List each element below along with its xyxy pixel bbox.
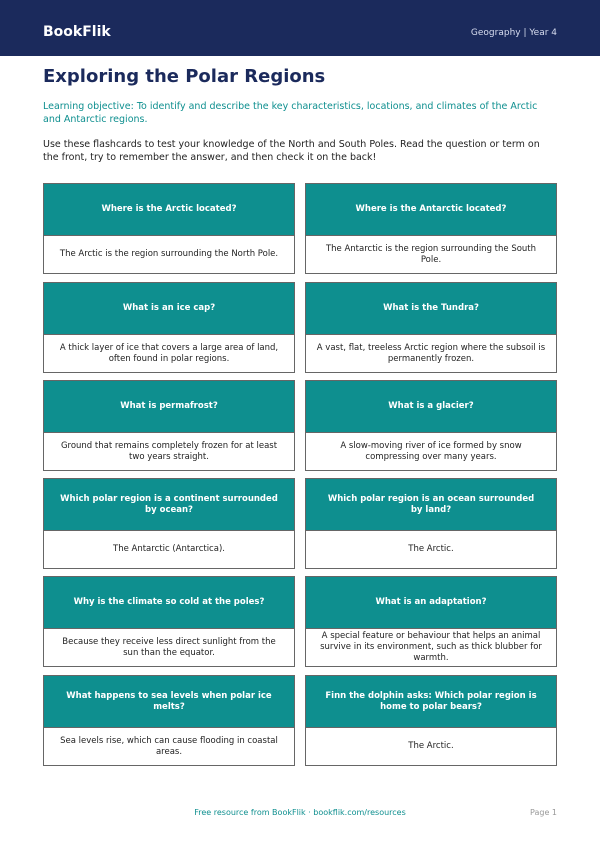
- flashcard-front: What is an ice cap?: [44, 283, 294, 334]
- flashcard-front: Which polar region is a continent surrounded by ocean?: [44, 479, 294, 530]
- flashcard-back: A vast, flat, treeless Arctic region where the subsoil is permanently frozen.: [306, 334, 556, 372]
- flashcard-back: The Antarctic (Antarctica).: [44, 530, 294, 568]
- subject-year-label: Geography | Year 4: [470, 28, 557, 38]
- page-number: Page 1: [530, 808, 557, 817]
- flashcard-back: The Arctic.: [306, 727, 556, 765]
- flashcard-back: A special feature or behaviour that helps an animal survive in its environment, such as thick blubber for warmth.: [306, 628, 556, 666]
- flashcard-front: Where is the Antarctic located?: [306, 184, 556, 235]
- flashcard-front: What is a glacier?: [306, 381, 556, 432]
- flashcard-front: What happens to sea levels when polar ice melts?: [44, 676, 294, 727]
- flashcard: [43, 183, 295, 274]
- intro-text: Use these flashcards to test your knowledge of the North and South Poles. Read the question or term on the front, try to remember the answer, and then check it on the back!: [43, 139, 540, 163]
- flashcard: [43, 675, 295, 766]
- flashcard-back: Sea levels rise, which can cause flooding in coastal areas.: [44, 727, 294, 765]
- flashcard-back: The Arctic is the region surrounding the North Pole.: [44, 235, 294, 273]
- top-banner: [0, 0, 600, 56]
- flashcard: [43, 282, 295, 373]
- flashcard: [305, 380, 557, 471]
- learning-objective: Learning objective: To identify and describe the key characteristics, locations, and climates of the Arctic and Antarctic regions.: [43, 101, 538, 125]
- flashcard: [305, 675, 557, 766]
- flashcard: [305, 183, 557, 274]
- flashcard: [305, 282, 557, 373]
- flashcard-front: What is an adaptation?: [306, 577, 556, 628]
- page-title: Exploring the Polar Regions: [43, 66, 326, 87]
- flashcard-front: Why is the climate so cold at the poles?: [44, 577, 294, 628]
- flashcard-front: What is permafrost?: [44, 381, 294, 432]
- flashcard: [43, 380, 295, 471]
- flashcard-back: The Antarctic is the region surrounding the South Pole.: [306, 235, 556, 273]
- flashcard: [43, 478, 295, 569]
- flashcard: [305, 576, 557, 667]
- footer-resource-link[interactable]: Free resource from BookFlik · bookflik.com/resources: [194, 808, 406, 817]
- brand-logo: BookFlik: [43, 24, 111, 40]
- flashcard-back: A thick layer of ice that covers a large area of land, often found in polar regions.: [44, 334, 294, 372]
- flashcard-back: The Arctic.: [306, 530, 556, 568]
- flashcard-front: What is the Tundra?: [306, 283, 556, 334]
- flashcard-front: Where is the Arctic located?: [44, 184, 294, 235]
- flashcard-back: Because they receive less direct sunlight from the sun than the equator.: [44, 628, 294, 666]
- flashcard-front: Which polar region is an ocean surrounded by land?: [306, 479, 556, 530]
- flashcard-back: A slow-moving river of ice formed by snow compressing over many years.: [306, 432, 556, 470]
- flashcard-front: Finn the dolphin asks: Which polar region is home to polar bears?: [306, 676, 556, 727]
- flashcard: [305, 478, 557, 569]
- flashcard-back: Ground that remains completely frozen for at least two years straight.: [44, 432, 294, 470]
- flashcard: [43, 576, 295, 667]
